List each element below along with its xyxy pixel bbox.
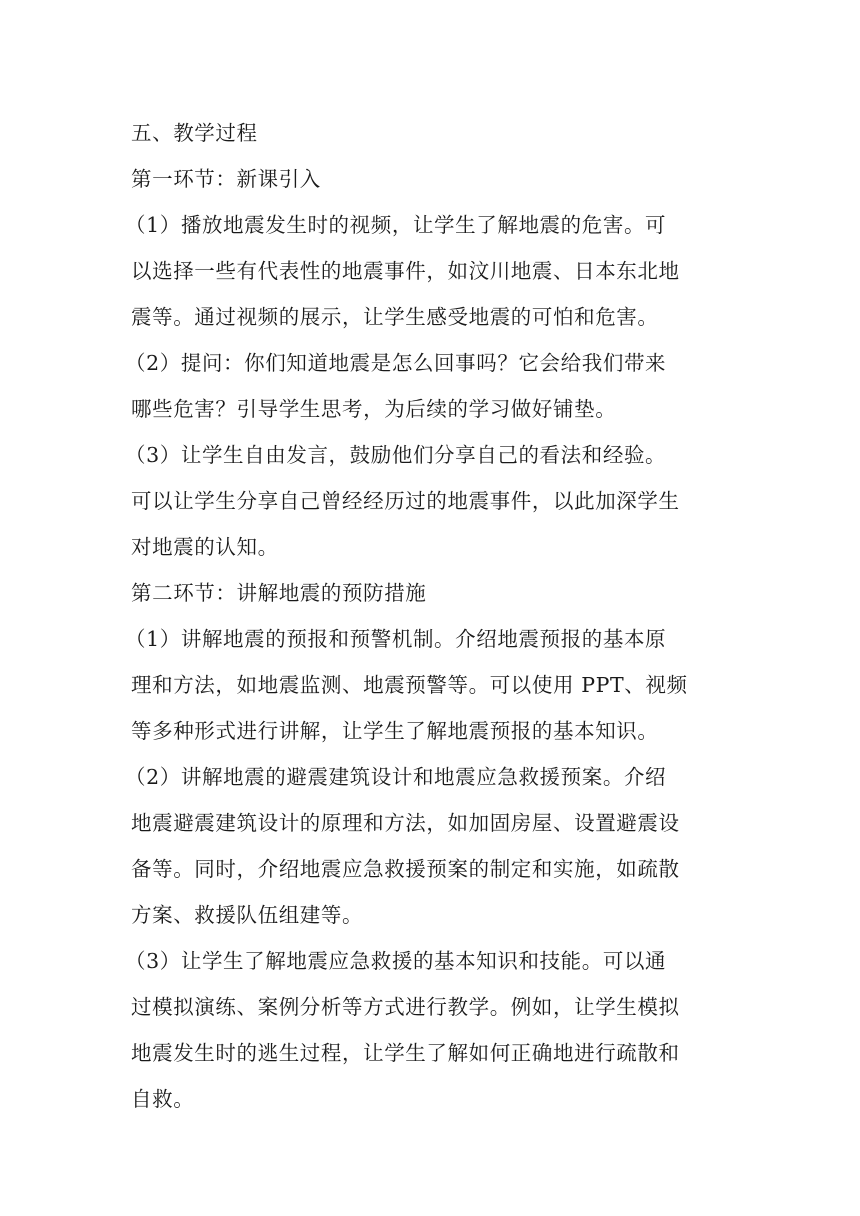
paragraph-line: 可以让学生分享自己曾经经历过的地震事件，以此加深学生 bbox=[131, 489, 680, 513]
paragraph-line: 地震发生时的逃生过程，让学生了解如何正确地进行疏散和 bbox=[131, 1041, 680, 1065]
document-body bbox=[125, 110, 731, 1122]
paragraph-line: （1）讲解地震的预报和预警机制。介绍地震预报的基本原 bbox=[125, 627, 667, 651]
subsection-heading: 第一环节：新课引入 bbox=[131, 167, 321, 191]
paragraph-line: 哪些危害？引导学生思考，为后续的学习做好铺垫。 bbox=[131, 397, 617, 421]
paragraph-line: 震等。通过视频的展示，让学生感受地震的可怕和危害。 bbox=[131, 305, 659, 329]
paragraph-line: 方案、救援队伍组建等。 bbox=[131, 903, 364, 927]
paragraph-line: 地震避震建筑设计的原理和方法，如加固房屋、设置避震设 bbox=[131, 811, 680, 835]
paragraph-line: （3）让学生了解地震应急救援的基本知识和技能。可以通 bbox=[125, 949, 667, 973]
subsection-heading: 第二环节：讲解地震的预防措施 bbox=[131, 581, 427, 605]
paragraph-line: （3）让学生自由发言，鼓励他们分享自己的看法和经验。 bbox=[125, 443, 667, 467]
paragraph-line: 自救。 bbox=[131, 1087, 195, 1111]
paragraph-line: （2）讲解地震的避震建筑设计和地震应急救援预案。介绍 bbox=[125, 765, 667, 789]
paragraph-line: 备等。同时，介绍地震应急救援预案的制定和实施，如疏散 bbox=[131, 857, 680, 881]
paragraph-line: 对地震的认知。 bbox=[131, 535, 279, 559]
paragraph-line: 理和方法，如地震监测、地震预警等。可以使用 PPT、视频 bbox=[131, 673, 688, 697]
paragraph-line: （1）播放地震发生时的视频，让学生了解地震的危害。可 bbox=[125, 213, 667, 237]
section-heading: 五、教学过程 bbox=[131, 121, 258, 145]
paragraph-line: （2）提问：你们知道地震是怎么回事吗？它会给我们带来 bbox=[125, 351, 667, 375]
paragraph-line: 以选择一些有代表性的地震事件，如汶川地震、日本东北地 bbox=[131, 259, 680, 283]
paragraph-line: 等多种形式进行讲解，让学生了解地震预报的基本知识。 bbox=[131, 719, 659, 743]
paragraph-line: 过模拟演练、案例分析等方式进行教学。例如，让学生模拟 bbox=[131, 995, 680, 1019]
